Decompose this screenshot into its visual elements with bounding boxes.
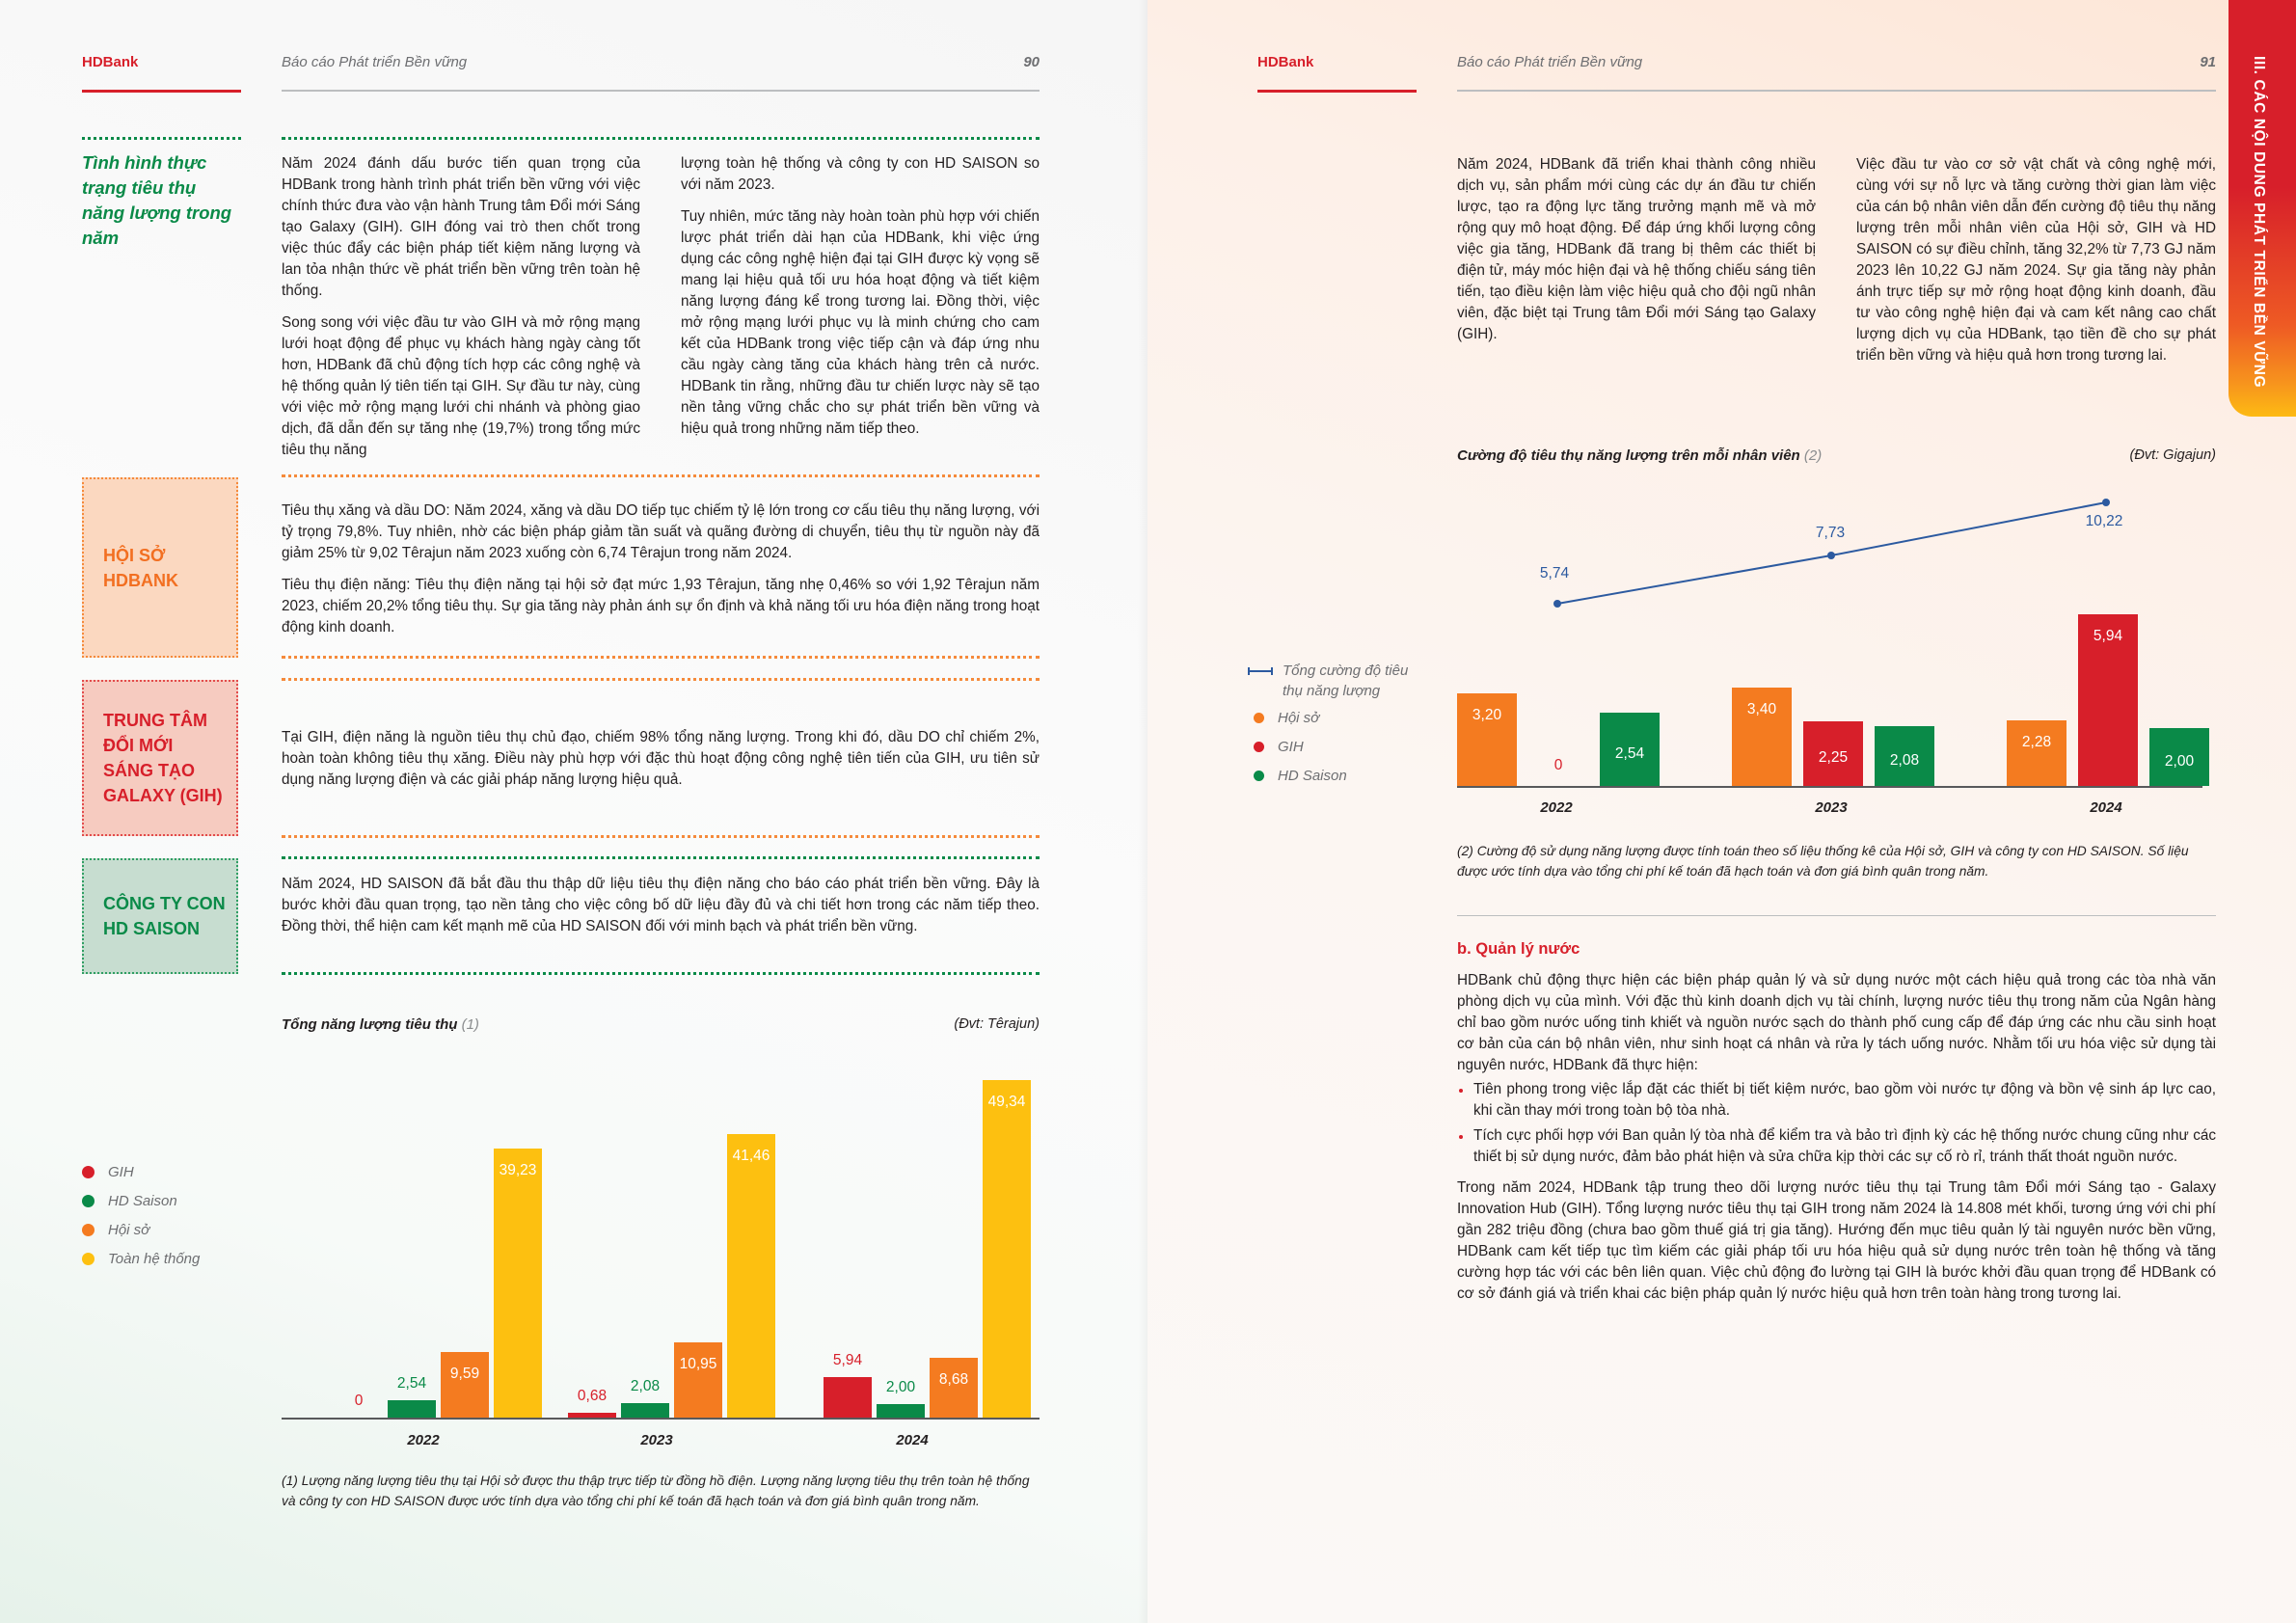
legend-dot-icon bbox=[82, 1166, 95, 1178]
unit-text-hoi-so bbox=[282, 500, 1040, 649]
water-measures-list bbox=[1457, 1079, 2216, 1168]
legend-item-gih: GIH bbox=[82, 1157, 200, 1186]
bar bbox=[621, 1403, 669, 1418]
hdbank-logo: HDBank bbox=[82, 54, 139, 70]
bar bbox=[877, 1404, 925, 1418]
chart-unit: (Đvt: Têrajun) bbox=[954, 1016, 1040, 1032]
unit-box-hd-saison bbox=[82, 858, 238, 974]
hdbank-logo: HDBank bbox=[1257, 54, 1314, 70]
chapter-tab[interactable] bbox=[2228, 0, 2296, 417]
chart-footnote: (2) Cường độ sử dụng năng lượng được tính toán theo số liệu thống kê của Hội sở, GIH và công ty con HD SAISON. Số liệu được ước tính dựa vào tổng chi phí kế toán đã hạch toán và đơn giá bình quân trong năm. bbox=[1457, 844, 2189, 879]
legend-item-hoi-so: Hội sở bbox=[1248, 703, 1441, 732]
line-value-label: 7,73 bbox=[1815, 525, 1846, 541]
report-title: Báo cáo Phát triển Bền vững bbox=[1457, 54, 1643, 70]
bar-value-label: 41,46 bbox=[732, 1147, 770, 1164]
paragraph: Song song với việc đầu tư vào GIH và mở rộng mạng lưới hoạt động để phục vụ khách hàng ngày càng tốt hơn, HDBank đã chủ động tích hợp các công nghệ và hệ thống quản lý tiên tiến tại GIH. Sự đầu tư này, cùng với việc mở rộng mạng lưới chi nhánh và phòng giao dịch, đã dẫn đến sự tăng nhẹ (19,7%) trong tổng mức tiêu thụ năng bbox=[282, 314, 640, 458]
logo-rule bbox=[82, 90, 241, 93]
paragraph: lượng toàn hệ thống và công ty con HD SAISON so với năm 2023. bbox=[681, 155, 1040, 193]
line-value-label: 5,74 bbox=[1539, 565, 1570, 582]
bar-value-label: 2,00 bbox=[2164, 753, 2195, 771]
unit-label: TRUNG TÂM ĐỔI MỚI SÁNG TẠO GALAXY (GIH) bbox=[103, 711, 223, 805]
chart-unit: (Đvt: Gigajun) bbox=[2129, 447, 2216, 463]
paragraph: Tuy nhiên, mức tăng này hoàn toàn phù hợp với chiến lược phát triển dài hạn của HDBank, khi việc ứng dụng các công nghệ hiện đại tại GIH được kỳ vọng sẽ mang lại hiệu quả tối ưu hóa hoạt động và tiết kiệm năng lượng đáng kể trong tương lai. Đồng thời, việc mở rộng mạng lưới phục vụ là minh chứng cho cam kết của HDBank trong việc tiếp cận và đáp ứng nhu cầu ngày càng tăng của khách hàng trên cả nước. HDBank tin rằng, những đầu tư chiến lược này sẽ tạo nền tảng vững chắc cho sự phát triển bền vững và hiệu quả trong những năm tiếp theo. bbox=[681, 208, 1040, 437]
header-rule bbox=[282, 90, 1040, 92]
legend-dot-icon bbox=[1254, 713, 1264, 723]
bar bbox=[441, 1352, 489, 1418]
list-item: Tích cực phối hợp với Ban quản lý tòa nhà để kiểm tra và bảo trì định kỳ các hệ thống nước chung cũng như các thiết bị sử dụng nước, đảm bảo phát hiện và sửa chữa kịp thời các sự cố rò rỉ, tránh thất thoát nguồn nước. bbox=[1457, 1125, 2216, 1168]
page-number: 91 bbox=[2200, 54, 2216, 70]
unit-text-gih bbox=[282, 727, 1040, 801]
chart-legend bbox=[82, 1157, 200, 1273]
legend-dot-icon bbox=[82, 1195, 95, 1207]
unit-label: HỘI SỞ HDBANK bbox=[103, 545, 178, 590]
bar-value-label: 2,08 bbox=[630, 1378, 661, 1395]
chart-title: Cường độ tiêu thụ năng lượng trên mỗi nhân viên (2) bbox=[1457, 447, 1823, 464]
water-section-title: b. Quản lý nước bbox=[1457, 940, 1580, 958]
water-section-body bbox=[1457, 970, 2216, 1315]
bar-value-label: 2,28 bbox=[2021, 733, 2052, 750]
paragraph: Tiêu thụ điện năng: Tiêu thụ điện năng tại hội sở đạt mức 1,93 Têrajun, tăng nhẹ 0,46% so với 1,92 Têrajun năm 2023, chiếm 20,2% tổng tiêu thụ. Sự gia tăng này phản ánh sự ổn định và khả năng tối ưu hóa điện năng trong hoạt động kinh doanh. bbox=[282, 577, 1040, 636]
bar-value-label: 2,54 bbox=[1614, 744, 1645, 762]
bar-value-label: 0,68 bbox=[577, 1388, 608, 1405]
bar-value-label: 49,34 bbox=[987, 1093, 1026, 1110]
divider bbox=[282, 835, 1040, 838]
legend-dot-icon bbox=[1254, 771, 1264, 781]
divider bbox=[282, 474, 1040, 477]
intro-column-2: Việc đầu tư vào cơ sở vật chất và công nghệ mới, cùng với sự nỗ lực và tăng cường thời gian làm việc của cán bộ nhân viên dẫn đến cường độ tiêu thụ năng lượng trên mỗi nhân viên của Hội sở, GIH và HD SAISON có sự điều chỉnh, tăng 32,2% từ 7,73 GJ năm 2023 lên 10,22 GJ năm 2024. Sự gia tăng này phản ánh trực tiếp sự mở rộng hoạt động kinh doanh, đầu tư vào công nghệ hiện đại và cam kết nâng cao chất lượng dịch vụ của HDBank, tạo tiền đề cho sự phát triển bền vững và hiệu quả hơn trong tương lai. bbox=[1856, 156, 2216, 364]
chart-legend bbox=[1248, 661, 1441, 790]
energy-intensity-chart bbox=[1457, 482, 2216, 816]
list-item: Tiên phong trong việc lắp đặt các thiết bị tiết kiệm nước, bao gồm vòi nước tự động và bồn vệ sinh áp lực cao, khi cần thay mới trong toàn bộ tòa nhà. bbox=[1457, 1079, 2216, 1122]
legend-item-total: Tổng cường độ tiêu thụ năng lượng bbox=[1248, 661, 1441, 703]
bar-value-label: 10,95 bbox=[679, 1356, 717, 1373]
report-title: Báo cáo Phát triển Bền vững bbox=[282, 54, 468, 70]
bar bbox=[388, 1400, 436, 1418]
bar bbox=[983, 1080, 1031, 1418]
legend-dot-icon bbox=[82, 1224, 95, 1236]
legend-item-toan-he-thong: Toàn hệ thống bbox=[82, 1244, 200, 1273]
divider bbox=[282, 678, 1040, 681]
legend-dot-icon bbox=[82, 1253, 95, 1265]
bar bbox=[568, 1413, 616, 1418]
x-tick-label: 2022 bbox=[1540, 799, 1573, 816]
divider bbox=[82, 137, 241, 140]
logo-rule bbox=[1257, 90, 1417, 93]
divider bbox=[282, 137, 1040, 140]
x-tick-label: 2024 bbox=[896, 1432, 929, 1448]
paragraph: Trong năm 2024, HDBank tập trung theo dõi lượng nước tiêu thụ tại Trung tâm Đổi mới Sáng tạo - Galaxy Innovation Hub (GIH). Tổng lượng nước tiêu thụ tại GIH trong năm 2024 là 14.808 mét khối, tương ứng với chi phí gần 282 triệu đồng (chưa bao gồm thuế giá trị gia tăng). Hướng đến mục tiêu quản lý tài nguyên nước bền vững, HDBank cam kết tiếp tục tìm kiếm các giải pháp tối ưu hóa hiệu quả sử dụng nước trên toàn hệ thống và tăng cường hợp tác với các bên liên quan. Việc chủ động đo lường tại GIH là bước khởi đầu quan trọng để HDBank có cơ sở đánh giá và triển khai các biện pháp quản lý nước hiệu quả hơn trên toàn hàng trong tương lai. bbox=[1457, 1179, 2216, 1302]
x-axis bbox=[282, 1418, 1040, 1420]
bar-value-label: 5,94 bbox=[832, 1351, 863, 1368]
page-number: 90 bbox=[1023, 54, 1040, 70]
bar bbox=[727, 1134, 775, 1418]
legend-item-hd-saison: HD Saison bbox=[1248, 761, 1441, 790]
bar bbox=[494, 1149, 542, 1418]
bar-value-label: 2,00 bbox=[885, 1378, 916, 1395]
divider bbox=[282, 856, 1040, 859]
x-tick-label: 2024 bbox=[2090, 799, 2122, 816]
bar-value-label: 39,23 bbox=[499, 1162, 537, 1179]
intro-column-1 bbox=[282, 153, 640, 472]
legend-item-hd-saison: HD Saison bbox=[82, 1186, 200, 1215]
bar bbox=[674, 1342, 722, 1418]
bar-value-label: 5,94 bbox=[2093, 628, 2123, 644]
unit-box-hoi-so bbox=[82, 477, 238, 658]
line-value-label: 10,22 bbox=[2085, 513, 2123, 529]
bar-value-label: 2,25 bbox=[1818, 749, 1849, 767]
x-tick-label: 2023 bbox=[1815, 799, 1848, 816]
total-energy-chart bbox=[282, 1032, 1040, 1448]
bar-value-label: 9,59 bbox=[449, 1365, 480, 1382]
paragraph: Năm 2024, HD SAISON đã bắt đầu thu thập dữ liệu tiêu thụ điện năng cho báo cáo phát triển bền vững. Đây là bước khởi đầu quan trọng, tạo nền tảng cho việc công bố dữ liệu đầy đủ và chi tiết hơn trong các năm tiếp theo. Đồng thời, thể hiện cam kết mạnh mẽ của HD SAISON đối với minh bạch và phát triển bền vững. bbox=[282, 876, 1040, 934]
chart-footnote: (1) Lượng năng lượng tiêu thụ tại Hội sở được thu thập trực tiếp từ đồng hồ điện. Lượng năng lượng tiêu thụ trên toàn hệ thống và công ty con HD SAISON được ước tính dựa vào tổng chi phí kế toán đã hạch toán và đơn giá bình quân trong năm. bbox=[282, 1474, 1030, 1508]
bar bbox=[824, 1377, 872, 1418]
x-tick-label: 2023 bbox=[640, 1432, 673, 1448]
bar-value-label: 0 bbox=[1553, 757, 1563, 773]
legend-item-gih: GIH bbox=[1248, 732, 1441, 761]
paragraph: Tại GIH, điện năng là nguồn tiêu thụ chủ đạo, chiếm 98% tổng năng lượng. Trong khi đó, dầu DO chỉ chiếm 2%, hoàn toàn không tiêu thụ xăng. Điều này phù hợp với đặc thù hoạt động công nghệ tiên tiến của GIH, ưu tiên sử dụng năng lượng điện và các giải pháp năng lượng hiệu quả. bbox=[282, 729, 1040, 788]
bar-value-label: 3,40 bbox=[1746, 701, 1777, 718]
divider bbox=[282, 972, 1040, 975]
divider bbox=[1457, 915, 2216, 916]
section-title: Tình hình thực trạng tiêu thụ năng lượng trong năm bbox=[82, 152, 232, 248]
paragraph: Năm 2024 đánh dấu bước tiến quan trọng của HDBank trong hành trình phát triển bền vững với việc chính thức đưa vào vận hành Trung tâm Đổi mới Sáng tạo Galaxy (GIH). GIH đóng vai trò then chốt trong việc thúc đẩy các biện pháp tiết kiệm năng lượng và lan tỏa nhận thức về phát triển bền vững trên toàn hệ thống. bbox=[282, 155, 640, 299]
chart-title: Tổng năng lượng tiêu thụ (1) bbox=[282, 1016, 479, 1033]
paragraph: Tiêu thụ xăng và dầu DO: Năm 2024, xăng và dầu DO tiếp tục chiếm tỷ lệ lớn trong cơ cấu tiêu thụ năng lượng, với tỷ trọng 79,8%. Tuy nhiên, nhờ các biện pháp giảm tần suất và quãng đường di chuyển, tiêu thụ từ nguồn này đã giảm 25% từ 9,02 Têrajun năm 2023 xuống còn 6,74 Têrajun trong năm 2024. bbox=[282, 502, 1040, 561]
bar-value-label: 2,08 bbox=[1889, 751, 1920, 769]
intro-column-1: Năm 2024, HDBank đã triển khai thành công nhiều dịch vụ, sản phẩm mới cùng các dự án đầu tư chiến lược, tạo ra động lực tăng trưởng mạnh mẽ và mở rộng quy mô hoạt động. Để đáp ứng khối lượng công việc gia tăng, HDBank đã trang bị thêm các thiết bị điện tử, máy móc hiện đại và hệ thống chiếu sáng tiên tiến, tạo điều kiện làm việc hiệu quả cho đội ngũ nhân viên, đặc biệt tại Trung tâm Đổi mới Sáng tạo Galaxy (GIH). bbox=[1457, 156, 1816, 342]
unit-box-gih bbox=[82, 680, 238, 836]
legend-item-hoi-so: Hội sở bbox=[82, 1215, 200, 1244]
divider bbox=[282, 656, 1040, 659]
bar-value-label: 3,20 bbox=[1472, 707, 1502, 724]
chapter-tab-label: III. CÁC NỘI DUNG PHÁT TRIỂN BỀN VỮNG bbox=[2251, 56, 2267, 389]
unit-text-hd-saison bbox=[282, 874, 1040, 948]
x-tick-label: 2022 bbox=[407, 1432, 440, 1448]
legend-dot-icon bbox=[1254, 742, 1264, 752]
bar-value-label: 8,68 bbox=[938, 1371, 969, 1389]
bar-value-label: 2,54 bbox=[396, 1374, 427, 1392]
page-91 bbox=[1148, 0, 2296, 1623]
bar-value-label: 0 bbox=[354, 1393, 364, 1409]
intro-column-2 bbox=[681, 153, 1040, 450]
paragraph: HDBank chủ động thực hiện các biện pháp quản lý và sử dụng nước một cách hiệu quả trong các tòa nhà văn phòng dịch vụ của mình. Với đặc thù kinh doanh dịch vụ tài chính, lượng nước tiêu thụ trong năm của Ngân hàng chỉ bao gồm nước uống tinh khiết và nguồn nước sạch do thành phố cung cấp để đáp ứng các nhu cầu sinh hoạt cơ bản của cán bộ nhân viên, như sinh hoạt cá nhân và rửa ly tách uống nước. Nhằm tối ưu hóa việc sử dụng tài nguyên nước, HDBank đã thực hiện: bbox=[1457, 972, 2216, 1073]
unit-label: CÔNG TY CON HD SAISON bbox=[103, 894, 226, 938]
header-rule bbox=[1457, 90, 2216, 92]
legend-line-icon bbox=[1248, 670, 1273, 672]
